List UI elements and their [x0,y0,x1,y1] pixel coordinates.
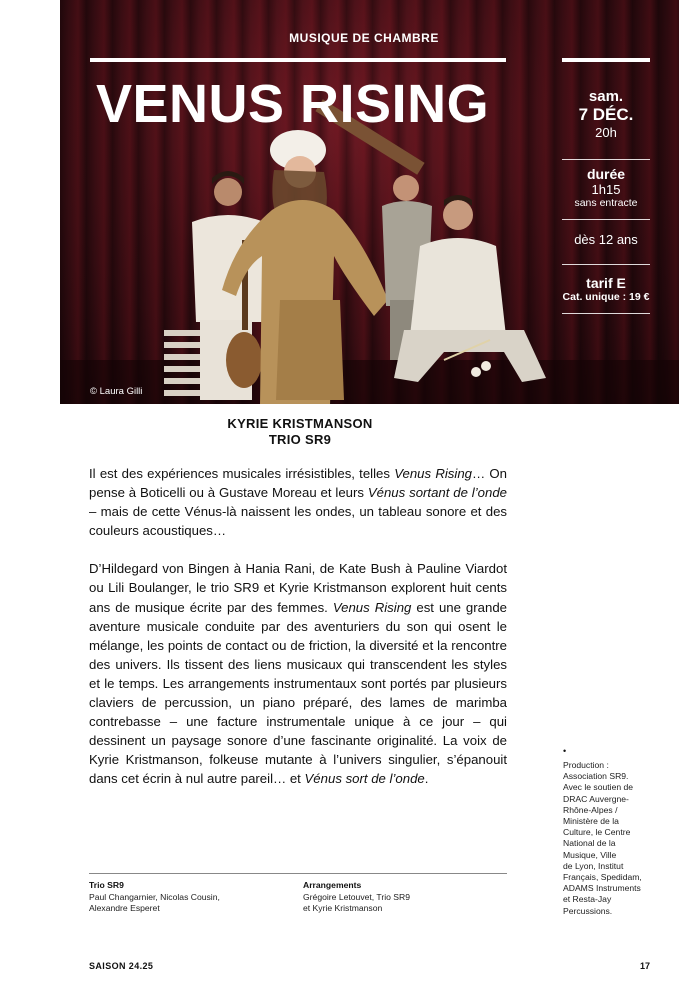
note-line: ADAMS Instruments [563,883,641,894]
text-italic: Venus Rising [394,466,472,481]
artists-heading [200,416,400,448]
text-italic: Vénus sortant de l’onde [367,485,507,501]
text-run: … On pense à Boticelli ou à Gustave Moreau et leurs [89,466,507,501]
photo-credit: © Laura Gilli [90,386,143,397]
paragraph [89,559,507,788]
trio-credits [89,880,220,915]
note-line: Production : [563,760,609,770]
credits-line: Alexandre Esperet [89,903,160,913]
credits-heading: Arrangements [303,880,362,890]
note-line: Association SR9. [563,771,629,782]
duration-label: durée [586,166,626,182]
price-block [562,264,650,314]
artist-name: TRIO SR9 [268,432,332,447]
price-label: tarif E [586,275,626,291]
paragraph [89,464,507,540]
title-rule [90,58,506,62]
note-line: Français, Spedidam, [563,872,642,883]
note-line: Rhône-Alpes / [563,804,618,815]
info-rule [562,58,650,62]
credits-line: Grégoire Letouvet, Trio SR9 [303,891,410,902]
note-line: DRAC Auvergne- [563,793,629,804]
date-time: 20h [595,125,617,140]
date-date: 7 DÉC. [578,105,634,124]
duration-value: 1h15 [591,182,621,197]
date-block [562,88,650,140]
note-line: Avec le soutien de [563,782,634,793]
duration-block [562,159,650,209]
season-label: SAISON 24.25 [89,961,154,971]
age-block [562,219,650,247]
hero-photo [60,0,679,404]
production-note [563,760,659,917]
text-run: est une grande aventure musicale conduite par des aventuriers du son qui osent le mélange, les points de contact ou de friction, la diversité et la rencontre des univers. Ils tissent des liens musicaux qui transcendent les styles et le temps. Les arrangements instrumentaux sont portés par plusieurs claviers de percussion, un piano préparé, des lames de marimba contrebasse – une facture instrumentale unique à ce jour – qui dessinent un paysage sonore d’une fascinante originalité. La voix de Kyrie Kristmanson, folkeuse mutante à l’univers singulier, s’épanouit dans cet écrin à nul autre pareil… et [89,599,507,787]
note-line: de Lyon, Institut [563,860,624,871]
text-run: – mais de cette Vénus-là naissent les ondes, un tableau sonore et des couleurs acoustiques… [89,504,507,539]
credits-line: et Kyrie Kristmanson [303,903,383,913]
show-title: VENUS RISING [96,74,490,134]
price-value: Cat. unique : 19 € [562,291,650,303]
description [89,464,507,808]
artist-name: KYRIE KRISTMANSON [227,416,373,431]
credits-line: Paul Changarnier, Nicolas Cousin, [89,891,220,902]
text-run: D’Hildegard von Bingen à Hania Rani, de Kate Bush à Pauline Viardot ou Lili Boulanger, le trio SR9 et Kyrie Kristmanson explorent huit cents ans de musique écrite par des femmes. [89,561,507,615]
text-run: Il est des expériences musicales irrésistibles, telles [89,466,395,481]
page-number: 17 [639,961,650,971]
note-line: Percussions. [563,905,613,916]
note-line: National de la [563,838,616,849]
category-label: MUSIQUE DE CHAMBRE [289,31,439,45]
note-line: et Resta-Jay [563,894,612,905]
duration-note: sans entracte [574,197,638,209]
text-italic: Venus Rising [332,599,412,615]
divider [562,313,650,314]
text-italic: Vénus sort de l’onde [304,771,425,787]
credits-heading: Trio SR9 [89,880,124,890]
note-line: Ministère de la [563,816,619,827]
date-day: sam. [588,88,624,105]
bullet: • [563,746,567,756]
arrangements-credits [303,880,410,915]
age-limit: dès 12 ans [574,232,638,247]
credits-divider [89,873,507,874]
note-line: Musique, Ville [563,849,617,860]
note-line: Culture, le Centre [563,827,631,838]
text-run: . [424,771,429,787]
